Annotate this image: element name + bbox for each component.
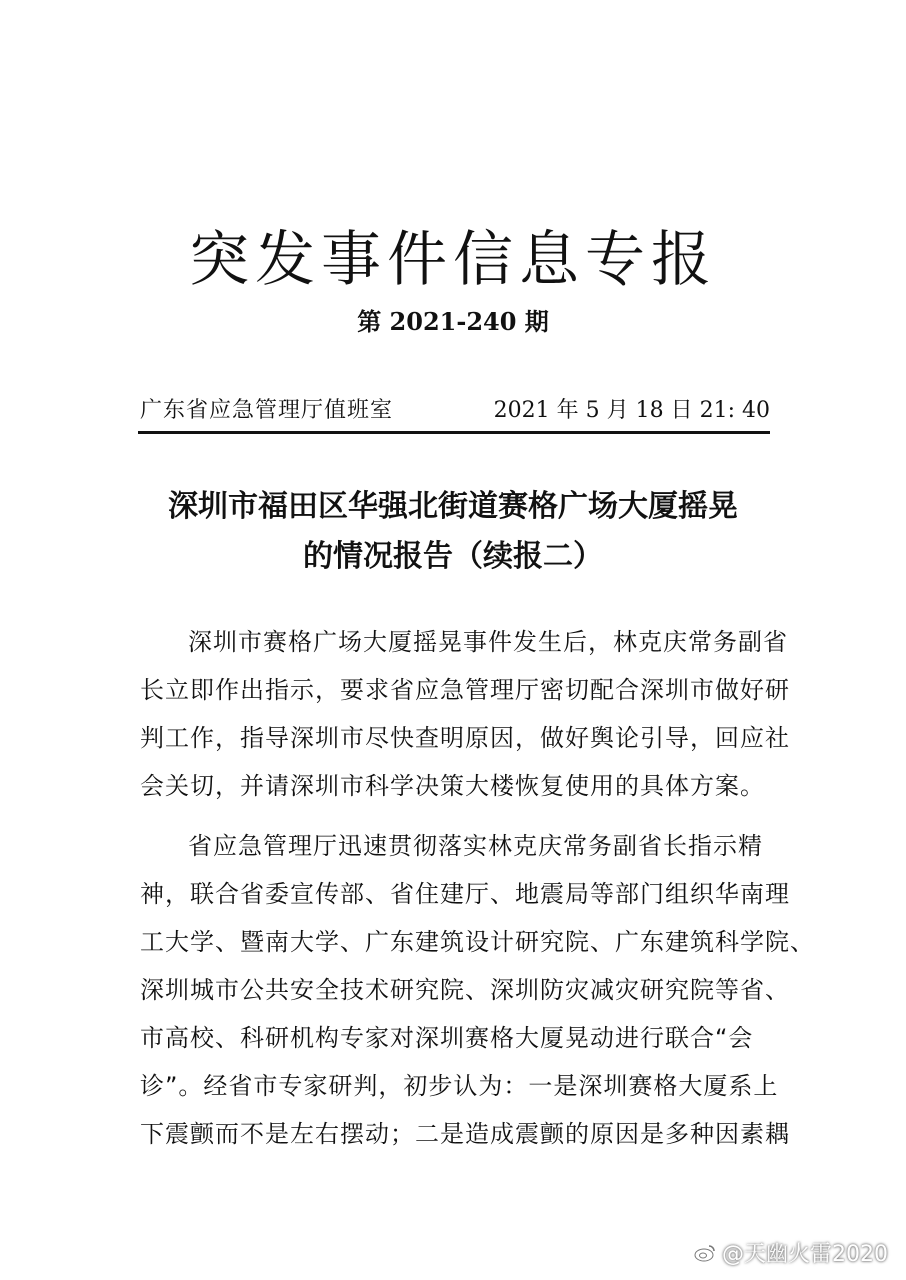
report-body xyxy=(140,618,815,1158)
weibo-icon xyxy=(694,1244,716,1262)
report-title xyxy=(110,482,796,582)
paragraph-line: 下震颤而不是左右摆动；二是造成震颤的原因是多种因素耦 xyxy=(140,1120,790,1148)
report-title-line: 深圳市福田区华强北街道赛格广场大厦摇晃 xyxy=(168,489,738,524)
paragraph-line: 神，联合省委宣传部、省住建厅、地震局等部门组织华南理 xyxy=(140,880,790,908)
paragraph-line: 判工作，指导深圳市尽快查明原因，做好舆论引导，回应社 xyxy=(140,724,790,752)
paragraph xyxy=(140,618,790,810)
paragraph-line: 深圳市赛格广场大厦摇晃事件发生后，林克庆常务副省 xyxy=(188,628,788,656)
paragraph-line: 会关切，并请深圳市科学决策大楼恢复使用的具体方案。 xyxy=(140,772,765,800)
watermark-text: @天幽火雷2020 xyxy=(722,1242,888,1267)
paragraph-line: 深圳城市公共安全技术研究院、深圳防灾减灾研究院等省、 xyxy=(140,976,790,1004)
report-title-line: 的情况报告（续报二） xyxy=(303,539,603,574)
issue-datetime: 2021 年 5 月 18 日 21: 40 xyxy=(493,398,770,423)
issue-number: 第 2021-240 期 xyxy=(357,307,549,336)
paragraph-line: 长立即作出指示，要求省应急管理厅密切配合深圳市做好研 xyxy=(140,676,790,704)
paragraph-line: 省应急管理厅迅速贯彻落实林克庆常务副省长指示精 xyxy=(188,832,763,860)
paragraph-line: 诊”。经省市专家研判，初步认为：一是深圳赛格大厦系上 xyxy=(140,1072,779,1100)
paragraph xyxy=(140,822,815,1158)
page-title: 突发事件信息专报 xyxy=(189,225,717,295)
paragraph-line: 工大学、暨南大学、广东建筑设计研究院、广东建筑科学院、 xyxy=(140,928,815,956)
watermark xyxy=(694,1237,888,1268)
header-divider xyxy=(138,431,770,434)
paragraph-gap xyxy=(140,810,770,822)
issuer: 广东省应急管理厅值班室 xyxy=(140,398,394,423)
paragraph-line: 市高校、科研机构专家对深圳赛格大厦晃动进行联合“会 xyxy=(140,1024,754,1052)
